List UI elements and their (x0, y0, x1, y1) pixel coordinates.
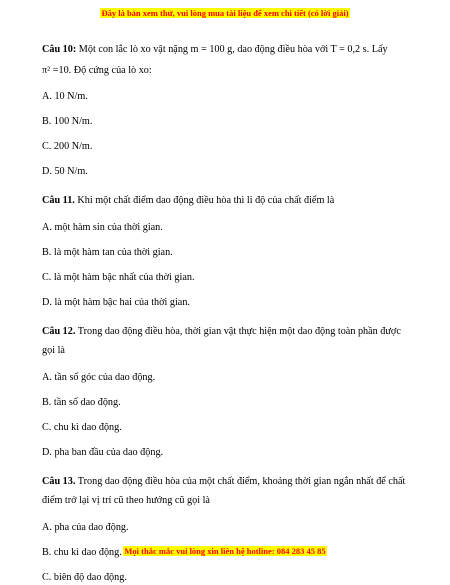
option: A. 10 N/m. (42, 91, 88, 102)
option: D. là một hàm bậc hai của thời gian. (42, 297, 190, 308)
question-11 (42, 191, 414, 210)
question-number: Câu 12. (42, 326, 76, 337)
option: B. chu kì dao động. (42, 547, 122, 558)
question-10-line2 (42, 61, 414, 80)
option: A. pha của dao động. (42, 522, 129, 533)
option: A. một hàm sin của thời gian. (42, 222, 163, 233)
option: A. tần số góc của dao động. (42, 372, 156, 383)
question-text: Khi một chất điểm dao động điều hòa thì li độ của chất điểm là (77, 195, 335, 206)
question-number: Câu 11. (42, 195, 75, 206)
question-13 (42, 472, 414, 510)
header-banner (0, 8, 450, 18)
question-text-line2: π² =10. Độ cứng của lò xo: (42, 65, 152, 76)
option: D. pha ban đầu của dao động. (42, 447, 164, 458)
option: B. tần số dao động. (42, 397, 121, 408)
question-number: Câu 13. (42, 476, 76, 487)
question-text: Một con lắc lò xo vật nặng m = 100 g, dao động điều hòa với T = 0,2 s. Lấy (78, 44, 388, 55)
question-text: Trong dao động điều hòa của một chất điểm, khoảng thời gian ngắn nhất để chất điểm trở lại vị trí cũ theo hướng cũ gọi là (42, 476, 406, 506)
question-text: Trong dao động điều hòa, thời gian vật thực hiện một dao động toàn phần được gọi là (42, 326, 401, 356)
option: B. là một hàm tan của thời gian. (42, 247, 173, 258)
question-number: Câu 10: (42, 44, 77, 55)
question-10 (42, 40, 414, 59)
question-12 (42, 322, 414, 360)
option: D. 50 N/m. (42, 166, 88, 177)
document-page (42, 40, 414, 585)
header-banner-text: Đây là bản xem thử, vui lòng mua tài liệu để xem chi tiết (có lời giải) (101, 8, 349, 18)
option: B. 100 N/m. (42, 116, 93, 127)
option: C. chu kì dao động. (42, 422, 122, 433)
footer-banner-text: Mọi thắc mắc vui lòng xin liên hệ hotline: 084 283 45 85 (124, 546, 326, 556)
option: C. biên độ dao động. (42, 572, 127, 583)
option: C. 200 N/m. (42, 141, 93, 152)
footer-banner (0, 546, 450, 556)
option: C. là một hàm bậc nhất của thời gian. (42, 272, 195, 283)
